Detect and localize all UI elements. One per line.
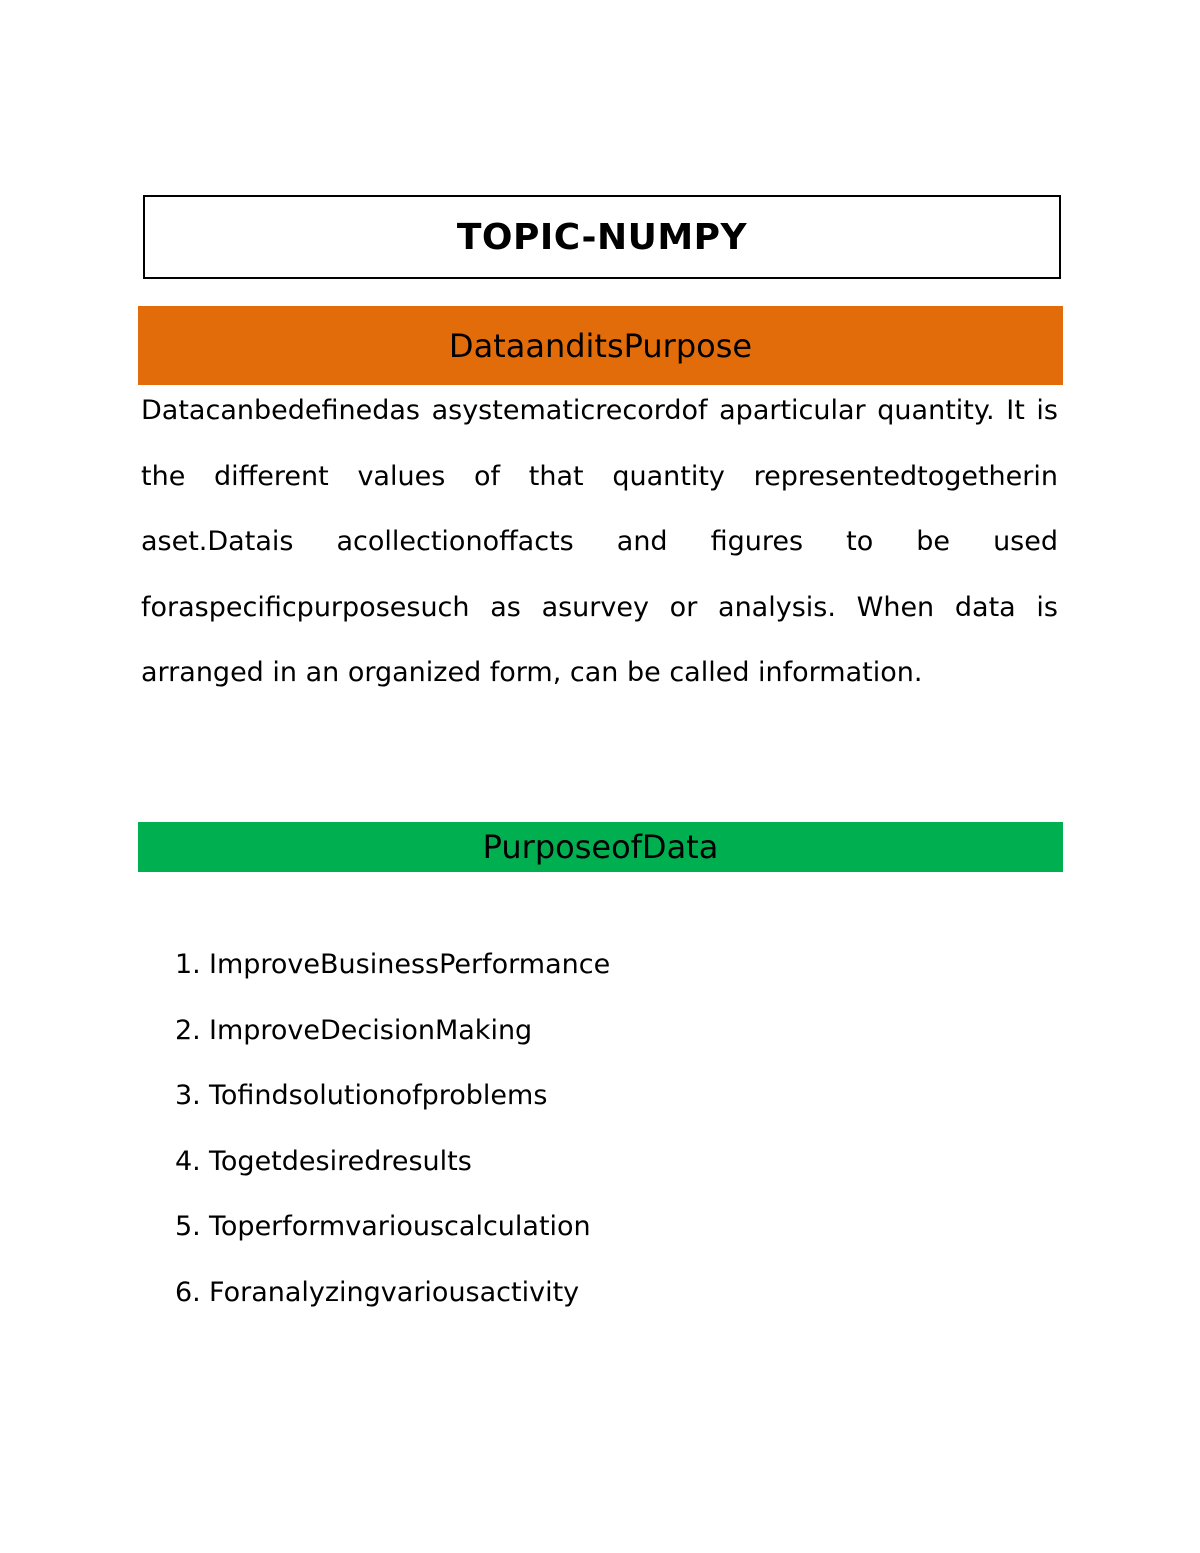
data-definition-paragraph: Datacanbedefinedas asystematicrecordof aparticular quantity. It is the different values of that quantity representedtogetherin aset.Datais acollectionoffacts and figures to be used foraspecificpurposesuch as asurvey or analysis. When data is arranged in an organized form, can be called information.	[141, 395, 1058, 688]
purpose-list	[175, 932, 610, 1325]
list-item-text: Toperformvariouscalculation	[209, 1211, 591, 1242]
list-item-number: 4.	[175, 1145, 201, 1177]
list-item-text: ImproveDecisionMaking	[209, 1014, 533, 1046]
section-heading-data-and-its-purpose	[138, 306, 1063, 385]
list-item-text: Tofindsolutionofproblems	[209, 1080, 548, 1111]
list-item-number: 1.	[175, 949, 201, 980]
page-title: TOPIC-NUMPY	[456, 216, 748, 258]
list-item	[175, 998, 610, 1064]
list-item-text: Togetdesiredresults	[209, 1145, 472, 1177]
list-item-text: Foranalyzingvariousactivity	[209, 1276, 580, 1308]
list-item	[175, 932, 610, 998]
list-item-number: 5.	[175, 1211, 201, 1242]
title-box	[143, 195, 1061, 279]
list-item	[175, 1129, 610, 1195]
list-item-number: 2.	[175, 1014, 201, 1046]
list-item-text: ImproveBusinessPerformance	[209, 949, 611, 980]
section-heading-label: DataanditsPurpose	[448, 326, 753, 365]
list-item-number: 6.	[175, 1276, 201, 1308]
list-item-number: 3.	[175, 1080, 201, 1111]
list-item	[175, 1194, 610, 1260]
section-heading-purpose-of-data	[138, 822, 1063, 872]
list-item	[175, 1260, 610, 1326]
section-heading-label: PurposeofData	[482, 828, 719, 866]
list-item	[175, 1063, 610, 1129]
